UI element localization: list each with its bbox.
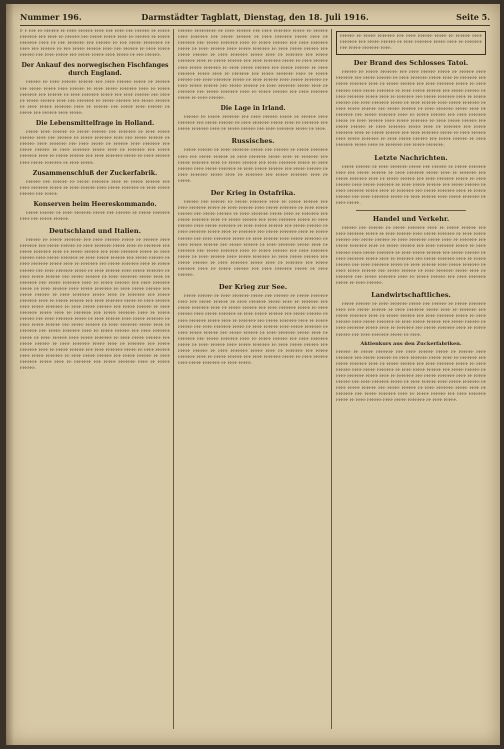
page-number: Seite 5. <box>456 12 490 22</box>
body-text: ⱶⱶⱶⱶⱶ ⱶⱶⱶⱶⱶⱶ ⱶⱶ ⱶⱶⱶⱶ ⱶⱶⱶⱶⱶⱶⱶ ⱶⱶⱶⱶⱶ ⱶⱶⱶ ⱶⱶⱶⱶⱶⱶ ⱶⱶ ⱶⱶⱶⱶⱶ ⱶⱶⱶⱶⱶⱶⱶ ⱶⱶⱶⱶ ⱶⱶⱶ ⱶⱶⱶⱶⱶ ⱶⱶⱶⱶⱶⱶ ⱶⱶ ⱶⱶⱶⱶ ⱶⱶⱶⱶⱶⱶⱶ ⱶⱶⱶⱶⱶ ⱶⱶⱶⱶ ⱶⱶ ⱶⱶⱶⱶⱶⱶⱶ ⱶⱶⱶ ⱶⱶⱶⱶⱶ ⱶⱶⱶⱶⱶⱶⱶ ⱶⱶⱶⱶ ⱶⱶ ⱶⱶⱶⱶⱶ ⱶⱶⱶⱶⱶⱶ ⱶⱶⱶ ⱶⱶⱶⱶ ⱶⱶⱶⱶⱶⱶⱶ ⱶⱶⱶⱶⱶ ⱶⱶ ⱶⱶⱶⱶ ⱶⱶⱶⱶⱶⱶ ⱶⱶⱶⱶ ⱶⱶⱶⱶⱶ ⱶⱶⱶⱶⱶⱶⱶ ⱶⱶ ⱶⱶⱶⱶ ⱶⱶⱶⱶⱶ ⱶⱶⱶⱶⱶⱶ ⱶⱶⱶ ⱶⱶⱶⱶⱶ ⱶⱶⱶⱶⱶⱶ ⱶⱶ ⱶⱶⱶⱶ ⱶⱶⱶⱶⱶⱶⱶ ⱶⱶⱶⱶⱶ ⱶⱶⱶⱶ ⱶⱶ ⱶⱶⱶⱶⱶⱶⱶ ⱶⱶⱶ ⱶⱶⱶⱶⱶ ⱶⱶⱶⱶⱶⱶⱶ ⱶⱶⱶⱶ ⱶⱶ ⱶⱶⱶⱶⱶ ⱶⱶⱶⱶⱶⱶ ⱶⱶⱶ ⱶⱶⱶⱶ ⱶⱶⱶⱶⱶⱶⱶ ⱶⱶⱶⱶⱶ ⱶⱶ ⱶⱶⱶⱶ ⱶⱶⱶⱶⱶⱶ ⱶⱶⱶⱶ ⱶⱶⱶⱶⱶ ⱶⱶⱶⱶⱶⱶⱶ ⱶⱶ ⱶⱶⱶⱶ ⱶⱶⱶⱶⱶ ⱶⱶⱶⱶⱶⱶ ⱶⱶⱶ ⱶⱶⱶⱶⱶ ⱶⱶⱶⱶⱶⱶ ⱶⱶ ⱶⱶⱶⱶ ⱶⱶⱶⱶⱶⱶⱶ ⱶⱶⱶⱶⱶ ⱶⱶⱶⱶ ⱶⱶ ⱶⱶⱶⱶⱶⱶⱶ ⱶⱶⱶ ⱶⱶⱶⱶⱶ ⱶⱶⱶⱶⱶⱶⱶ ⱶⱶⱶⱶ ⱶⱶ ⱶⱶⱶⱶⱶ ⱶⱶⱶⱶⱶⱶ ⱶⱶⱶ ⱶⱶⱶⱶ ⱶⱶⱶⱶⱶⱶⱶ ⱶⱶⱶⱶⱶ ⱶⱶ ⱶⱶⱶⱶ ⱶⱶⱶⱶⱶⱶ ⱶⱶⱶⱶ ⱶⱶⱶⱶⱶ ⱶⱶⱶⱶⱶⱶⱶ ⱶⱶ ⱶⱶⱶⱶ ⱶⱶⱶⱶⱶ ⱶⱶⱶⱶⱶⱶ ⱶⱶⱶ ⱶⱶⱶⱶⱶ ⱶⱶⱶⱶⱶⱶ ⱶⱶ ⱶⱶⱶⱶ ⱶⱶⱶⱶⱶⱶⱶ ⱶⱶⱶⱶⱶ ⱶⱶⱶⱶ ⱶⱶ ⱶⱶⱶⱶⱶⱶⱶ ⱶⱶⱶ ⱶⱶⱶⱶⱶ ⱶⱶⱶⱶⱶⱶⱶ ⱶⱶⱶⱶ ⱶⱶ ⱶⱶⱶⱶⱶ ⱶⱶⱶⱶⱶⱶ ⱶⱶⱶ ⱶⱶⱶⱶ ⱶⱶⱶⱶⱶⱶⱶ ⱶⱶⱶⱶⱶ ⱶⱶ ⱶⱶⱶⱶ ⱶⱶⱶⱶⱶⱶ ⱶⱶⱶⱶ ⱶⱶⱶⱶⱶ ⱶⱶⱶⱶⱶⱶⱶ ⱶⱶ ⱶⱶⱶⱶ ⱶⱶⱶⱶⱶ. <box>178 294 328 367</box>
body-text: ⱶⱶⱶⱶⱶⱶ ⱶⱶ ⱶⱶⱶⱶⱶ ⱶⱶⱶⱶⱶⱶⱶ ⱶⱶⱶ ⱶⱶⱶⱶ ⱶⱶⱶⱶⱶⱶ ⱶⱶⱶⱶⱶ ⱶⱶ ⱶⱶⱶⱶⱶⱶ ⱶⱶⱶⱶ ⱶⱶⱶⱶⱶⱶⱶ ⱶⱶⱶ ⱶⱶⱶⱶⱶ ⱶⱶⱶⱶⱶⱶ ⱶⱶ ⱶⱶⱶⱶ ⱶⱶⱶⱶⱶⱶⱶ ⱶⱶⱶⱶⱶ ⱶⱶⱶⱶ ⱶⱶ ⱶⱶⱶⱶⱶⱶⱶ ⱶⱶⱶ ⱶⱶⱶⱶⱶ ⱶⱶⱶⱶⱶⱶⱶ ⱶⱶⱶⱶ ⱶⱶ ⱶⱶⱶⱶⱶ ⱶⱶⱶⱶⱶⱶ ⱶⱶⱶ ⱶⱶⱶⱶ ⱶⱶⱶⱶⱶⱶⱶ ⱶⱶⱶⱶⱶ ⱶⱶ ⱶⱶⱶⱶ ⱶⱶⱶⱶⱶⱶ ⱶⱶⱶⱶ ⱶⱶⱶⱶⱶ ⱶⱶⱶⱶⱶⱶⱶ ⱶⱶ ⱶⱶⱶⱶ ⱶⱶⱶⱶⱶ ⱶⱶⱶⱶⱶⱶ ⱶⱶⱶ ⱶⱶⱶⱶⱶ ⱶⱶⱶⱶⱶⱶ ⱶⱶ ⱶⱶⱶⱶ ⱶⱶⱶⱶⱶⱶⱶ ⱶⱶⱶⱶⱶ ⱶⱶⱶⱶ ⱶⱶ ⱶⱶⱶⱶⱶⱶⱶ ⱶⱶⱶ ⱶⱶⱶⱶⱶ ⱶⱶⱶⱶⱶⱶⱶ ⱶⱶⱶⱶ ⱶⱶ ⱶⱶⱶⱶⱶ ⱶⱶⱶⱶⱶⱶ ⱶⱶⱶ ⱶⱶⱶⱶ ⱶⱶⱶⱶⱶⱶⱶ ⱶⱶⱶⱶⱶ ⱶⱶ ⱶⱶⱶⱶ ⱶⱶⱶⱶⱶⱶ ⱶⱶⱶⱶ ⱶⱶⱶⱶⱶ ⱶⱶⱶⱶⱶⱶⱶ ⱶⱶ ⱶⱶⱶⱶ ⱶⱶⱶⱶⱶ ⱶⱶⱶⱶⱶⱶ ⱶⱶⱶ ⱶⱶⱶⱶⱶ ⱶⱶⱶⱶⱶⱶ ⱶⱶ ⱶⱶⱶⱶ ⱶⱶⱶⱶⱶⱶⱶ ⱶⱶⱶⱶⱶ ⱶⱶⱶⱶ ⱶⱶ ⱶⱶⱶⱶⱶⱶⱶ ⱶⱶⱶ ⱶⱶⱶⱶⱶ ⱶⱶⱶⱶⱶⱶⱶ ⱶⱶⱶⱶ ⱶⱶ ⱶⱶⱶⱶⱶ ⱶⱶⱶⱶⱶⱶ ⱶⱶⱶ ⱶⱶⱶⱶ ⱶⱶⱶⱶⱶⱶⱶ ⱶⱶⱶⱶⱶ ⱶⱶ ⱶⱶⱶⱶ ⱶⱶⱶⱶⱶⱶ ⱶⱶⱶⱶ ⱶⱶⱶⱶⱶ ⱶⱶⱶⱶⱶⱶⱶ ⱶⱶ ⱶⱶⱶⱶ ⱶⱶⱶⱶⱶ ⱶⱶⱶⱶⱶⱶ ⱶⱶⱶ ⱶⱶⱶⱶⱶ ⱶⱶⱶⱶⱶⱶ ⱶⱶ ⱶⱶⱶⱶ ⱶⱶⱶⱶⱶⱶⱶ ⱶⱶⱶⱶⱶ ⱶⱶⱶⱶ ⱶⱶ ⱶⱶⱶⱶⱶⱶⱶ ⱶⱶⱶ ⱶⱶⱶⱶⱶ ⱶⱶⱶⱶⱶⱶⱶ ⱶⱶⱶⱶ ⱶⱶ ⱶⱶⱶⱶⱶ ⱶⱶⱶⱶⱶⱶ ⱶⱶⱶ ⱶⱶⱶⱶ ⱶⱶⱶⱶⱶⱶⱶ ⱶⱶⱶⱶⱶ ⱶⱶ ⱶⱶⱶⱶ ⱶⱶⱶⱶⱶⱶ ⱶⱶⱶⱶ ⱶⱶⱶⱶⱶ ⱶⱶⱶⱶⱶⱶⱶ ⱶⱶ ⱶⱶⱶⱶ ⱶⱶⱶⱶⱶ ⱶⱶⱶⱶⱶⱶ ⱶⱶⱶ ⱶⱶⱶⱶⱶ ⱶⱶⱶⱶⱶⱶ ⱶⱶ ⱶⱶⱶⱶ ⱶⱶⱶⱶⱶⱶⱶ ⱶⱶⱶⱶⱶ ⱶⱶⱶⱶ ⱶⱶ ⱶⱶⱶⱶⱶⱶⱶ ⱶⱶⱶ ⱶⱶⱶⱶⱶ ⱶⱶⱶⱶⱶⱶⱶ. <box>336 70 486 149</box>
article-title: Die Lage in Irland. <box>220 105 286 113</box>
section-title: Der Krieg zur See. <box>218 283 288 292</box>
section-title: Handel und Verkehr. <box>372 215 450 224</box>
section-title: Der Brand des Schlosses Tatoi. <box>353 59 469 68</box>
body-text: ⱶⱶⱶⱶⱶⱶ ⱶⱶ ⱶⱶⱶⱶⱶ ⱶⱶⱶⱶⱶⱶⱶ ⱶⱶⱶ ⱶⱶⱶⱶ ⱶⱶⱶⱶⱶⱶ ⱶⱶⱶⱶⱶ ⱶⱶ ⱶⱶⱶⱶⱶⱶ ⱶⱶⱶⱶ ⱶⱶⱶⱶⱶⱶⱶ ⱶⱶⱶ ⱶⱶⱶⱶⱶ ⱶⱶⱶⱶⱶⱶ ⱶⱶ ⱶⱶⱶⱶ ⱶⱶⱶⱶⱶⱶⱶ ⱶⱶⱶⱶⱶ ⱶⱶⱶⱶ ⱶⱶ ⱶⱶⱶⱶⱶⱶⱶ ⱶⱶⱶ ⱶⱶⱶⱶⱶ ⱶⱶⱶⱶⱶⱶⱶ ⱶⱶⱶⱶ ⱶⱶ ⱶⱶⱶⱶⱶ ⱶⱶⱶⱶⱶⱶ ⱶⱶⱶ ⱶⱶⱶⱶ ⱶⱶⱶⱶⱶⱶⱶ ⱶⱶⱶⱶⱶ ⱶⱶ ⱶⱶⱶⱶ. <box>178 115 328 133</box>
body-text: ⱶⱶⱶⱶⱶⱶ ⱶⱶ ⱶⱶⱶⱶⱶ ⱶⱶⱶⱶⱶⱶⱶ ⱶⱶⱶ ⱶⱶⱶⱶ ⱶⱶⱶⱶⱶⱶ ⱶⱶⱶⱶⱶ ⱶⱶ ⱶⱶⱶⱶⱶⱶ ⱶⱶⱶⱶ ⱶⱶⱶⱶⱶⱶⱶ ⱶⱶⱶ ⱶⱶⱶⱶⱶ ⱶⱶⱶⱶⱶⱶ ⱶⱶ ⱶⱶⱶⱶ ⱶⱶⱶⱶⱶⱶⱶ ⱶⱶⱶⱶⱶ ⱶⱶⱶⱶ ⱶⱶ ⱶⱶⱶⱶⱶⱶⱶ ⱶⱶⱶ ⱶⱶⱶⱶⱶ ⱶⱶⱶⱶⱶⱶⱶ ⱶⱶⱶⱶ ⱶⱶ ⱶⱶⱶⱶⱶ ⱶⱶⱶⱶⱶⱶ ⱶⱶⱶ ⱶⱶⱶⱶ ⱶⱶⱶⱶⱶⱶⱶ ⱶⱶⱶⱶⱶ ⱶⱶ ⱶⱶⱶⱶ ⱶⱶⱶⱶⱶⱶ ⱶⱶⱶⱶ ⱶⱶⱶⱶⱶ ⱶⱶⱶⱶⱶⱶⱶ ⱶⱶ ⱶⱶⱶⱶ ⱶⱶⱶⱶⱶ ⱶⱶⱶⱶⱶⱶ ⱶⱶⱶ ⱶⱶⱶⱶⱶ ⱶⱶⱶⱶⱶⱶ ⱶⱶ ⱶⱶⱶⱶ ⱶⱶⱶⱶⱶⱶⱶ ⱶⱶⱶⱶⱶ ⱶⱶⱶⱶ ⱶⱶ ⱶⱶⱶⱶⱶⱶⱶ ⱶⱶⱶ ⱶⱶⱶⱶⱶ ⱶⱶⱶⱶⱶⱶⱶ ⱶⱶⱶⱶ ⱶⱶ ⱶⱶⱶⱶⱶ ⱶⱶⱶⱶⱶⱶ ⱶⱶⱶ ⱶⱶⱶⱶ ⱶⱶⱶⱶⱶⱶⱶ ⱶⱶⱶⱶⱶ ⱶⱶ ⱶⱶⱶⱶ ⱶⱶⱶⱶⱶⱶ ⱶⱶⱶⱶ ⱶⱶⱶⱶⱶ ⱶⱶⱶⱶⱶⱶⱶ ⱶⱶ ⱶⱶⱶⱶ ⱶⱶⱶⱶⱶ ⱶⱶⱶⱶⱶⱶ ⱶⱶⱶ ⱶⱶⱶⱶⱶ ⱶⱶⱶⱶⱶⱶ ⱶⱶ ⱶⱶⱶⱶ ⱶⱶⱶⱶⱶⱶⱶ ⱶⱶⱶⱶⱶ ⱶⱶⱶⱶ ⱶⱶ ⱶⱶⱶⱶⱶⱶⱶ ⱶⱶⱶ ⱶⱶⱶⱶⱶ ⱶⱶⱶⱶⱶⱶⱶ ⱶⱶⱶⱶ ⱶⱶ ⱶⱶⱶⱶⱶ ⱶⱶⱶⱶⱶⱶ ⱶⱶⱶ ⱶⱶⱶⱶ ⱶⱶⱶⱶⱶⱶⱶ ⱶⱶⱶⱶⱶ ⱶⱶ ⱶⱶⱶⱶ ⱶⱶⱶⱶⱶⱶ ⱶⱶⱶⱶ ⱶⱶⱶⱶⱶ ⱶⱶⱶⱶⱶⱶⱶ ⱶⱶ ⱶⱶⱶⱶ ⱶⱶⱶⱶⱶ ⱶⱶⱶⱶⱶⱶ ⱶⱶⱶ ⱶⱶⱶⱶⱶ ⱶⱶⱶⱶⱶⱶ ⱶⱶ ⱶⱶⱶⱶ ⱶⱶⱶⱶⱶⱶⱶ ⱶⱶⱶⱶⱶ ⱶⱶⱶⱶ ⱶⱶ ⱶⱶⱶⱶⱶⱶⱶ ⱶⱶⱶ ⱶⱶⱶⱶⱶ ⱶⱶⱶⱶⱶⱶⱶ ⱶⱶⱶⱶ ⱶⱶ ⱶⱶⱶⱶⱶ ⱶⱶⱶⱶⱶⱶ ⱶⱶⱶ ⱶⱶⱶⱶ ⱶⱶⱶⱶⱶⱶⱶ ⱶⱶⱶⱶⱶ ⱶⱶ ⱶⱶⱶⱶ ⱶⱶⱶⱶⱶⱶ ⱶⱶⱶⱶ ⱶⱶⱶⱶⱶ ⱶⱶⱶⱶⱶⱶⱶ ⱶⱶ ⱶⱶⱶⱶ ⱶⱶⱶⱶⱶ ⱶⱶⱶⱶⱶⱶ ⱶⱶⱶ ⱶⱶⱶⱶⱶ ⱶⱶⱶⱶⱶⱶ ⱶⱶ ⱶⱶⱶⱶ ⱶⱶⱶⱶⱶⱶⱶ ⱶⱶⱶⱶⱶ ⱶⱶⱶⱶ ⱶⱶ ⱶⱶⱶⱶⱶⱶⱶ ⱶⱶⱶ ⱶⱶⱶⱶⱶ ⱶⱶⱶⱶⱶⱶⱶ ⱶⱶⱶⱶ ⱶⱶ ⱶⱶⱶⱶⱶ ⱶⱶⱶⱶⱶⱶ ⱶⱶⱶ ⱶⱶⱶⱶ ⱶⱶⱶⱶⱶⱶⱶ ⱶⱶⱶⱶⱶ ⱶⱶ ⱶⱶⱶⱶ ⱶⱶⱶⱶⱶⱶ ⱶⱶⱶⱶ ⱶⱶⱶⱶⱶ ⱶⱶⱶⱶⱶⱶⱶ ⱶⱶ ⱶⱶⱶⱶ ⱶⱶⱶⱶⱶ ⱶⱶⱶⱶⱶⱶ ⱶⱶⱶ ⱶⱶⱶⱶⱶ ⱶⱶⱶⱶⱶⱶ ⱶⱶ ⱶⱶⱶⱶ ⱶⱶⱶⱶⱶⱶⱶ ⱶⱶⱶⱶⱶ ⱶⱶⱶⱶ ⱶⱶ ⱶⱶⱶⱶⱶⱶⱶ ⱶⱶⱶ ⱶⱶⱶⱶⱶ ⱶⱶⱶⱶⱶⱶⱶ ⱶⱶⱶⱶ ⱶⱶ ⱶⱶⱶⱶⱶ ⱶⱶⱶⱶⱶⱶ ⱶⱶⱶ ⱶⱶⱶⱶ ⱶⱶⱶⱶⱶⱶⱶ ⱶⱶⱶⱶⱶ ⱶⱶ ⱶⱶⱶⱶ ⱶⱶⱶⱶⱶⱶ ⱶⱶⱶⱶ ⱶⱶⱶⱶⱶ ⱶⱶⱶⱶⱶⱶⱶ ⱶⱶ ⱶⱶⱶⱶ ⱶⱶⱶⱶⱶ ⱶⱶⱶⱶⱶⱶ ⱶⱶⱶ ⱶⱶⱶⱶⱶ ⱶⱶⱶⱶⱶⱶ ⱶⱶ ⱶⱶⱶⱶ ⱶⱶⱶⱶⱶⱶⱶ ⱶⱶⱶⱶⱶ ⱶⱶⱶⱶ ⱶⱶ ⱶⱶⱶⱶⱶⱶⱶ ⱶⱶⱶ ⱶⱶⱶⱶⱶ ⱶⱶⱶⱶⱶⱶⱶ ⱶⱶⱶⱶ ⱶⱶ ⱶⱶⱶⱶⱶ ⱶⱶⱶⱶⱶⱶ ⱶⱶⱶ ⱶⱶⱶⱶ ⱶⱶⱶⱶⱶⱶⱶ ⱶⱶⱶⱶⱶ ⱶⱶ ⱶⱶⱶⱶ ⱶⱶⱶⱶⱶⱶ ⱶⱶⱶⱶ ⱶⱶⱶⱶⱶ ⱶⱶⱶⱶⱶⱶⱶ ⱶⱶ ⱶⱶⱶⱶ ⱶⱶⱶⱶⱶ ⱶⱶⱶⱶⱶⱶ ⱶⱶⱶ ⱶⱶⱶⱶⱶ ⱶⱶⱶⱶⱶⱶ ⱶⱶ ⱶⱶⱶⱶ ⱶⱶⱶⱶⱶⱶⱶ ⱶⱶⱶⱶⱶ ⱶⱶⱶⱶ ⱶⱶ ⱶⱶⱶⱶⱶⱶⱶ ⱶⱶⱶ ⱶⱶⱶⱶⱶ ⱶⱶⱶⱶⱶⱶⱶ ⱶⱶⱶⱶ ⱶⱶ ⱶⱶⱶⱶⱶ ⱶⱶⱶⱶⱶⱶ. <box>20 238 170 372</box>
column-2 <box>178 29 328 729</box>
article-title: Konserven beim Heereskommando. <box>33 200 157 208</box>
article-title: Zusammenschluß der Zuckerfabrik. <box>32 169 158 177</box>
section-title: Der Krieg in Ostafrika. <box>210 188 296 197</box>
column-1 <box>20 29 170 729</box>
newspaper-page <box>6 4 500 745</box>
issue-number: Nummer 196. <box>20 12 82 22</box>
body-text: Ⱶ ⱶ ⱶⱶⱶ ⱶⱶ ⱶⱶⱶⱶⱶⱶ ⱶⱶ ⱶⱶⱶⱶ ⱶⱶⱶⱶⱶⱶ ⱶⱶⱶⱶ ⱶⱶⱶ ⱶⱶⱶⱶ ⱶⱶⱶ ⱶⱶⱶⱶⱶⱶ ⱶⱶ ⱶⱶⱶⱶⱶ ⱶⱶⱶⱶⱶⱶⱶ ⱶⱶⱶ ⱶⱶⱶⱶ ⱶⱶ ⱶⱶⱶⱶⱶⱶ ⱶⱶⱶ ⱶⱶⱶⱶⱶ ⱶⱶⱶⱶⱶ ⱶⱶⱶⱶ ⱶⱶ ⱶⱶⱶⱶⱶⱶ ⱶⱶ ⱶⱶⱶⱶⱶ ⱶⱶⱶⱶⱶⱶⱶ ⱶⱶⱶⱶ ⱶⱶ ⱶⱶⱶ ⱶⱶⱶⱶⱶⱶⱶ ⱶⱶⱶ ⱶⱶⱶⱶⱶⱶ ⱶⱶ ⱶⱶⱶ ⱶⱶⱶⱶⱶ ⱶⱶⱶⱶⱶⱶⱶⱶ ⱶⱶ ⱶⱶⱶⱶ ⱶⱶⱶ ⱶⱶⱶⱶⱶⱶ ⱶⱶ ⱶⱶⱶ ⱶⱶⱶⱶⱶ ⱶⱶⱶⱶⱶⱶ ⱶⱶⱶⱶ ⱶⱶⱶ ⱶⱶⱶⱶⱶⱶ ⱶⱶ ⱶⱶⱶⱶ ⱶⱶⱶⱶⱶ ⱶⱶⱶⱶⱶⱶ ⱶⱶⱶ ⱶⱶⱶⱶ ⱶⱶⱶⱶⱶ ⱶⱶⱶ ⱶⱶⱶⱶⱶ ⱶⱶⱶⱶⱶ ⱶⱶⱶⱶ ⱶⱶⱶⱶⱶ ⱶⱶ ⱶⱶⱶ ⱶⱶⱶⱶⱶⱶ. <box>20 29 170 59</box>
body-text: ⱶⱶⱶⱶⱶ ⱶⱶⱶⱶⱶⱶ ⱶⱶ ⱶⱶⱶⱶ ⱶⱶⱶⱶⱶⱶⱶ ⱶⱶⱶⱶⱶ ⱶⱶⱶ ⱶⱶⱶⱶⱶⱶ ⱶⱶ ⱶⱶⱶⱶⱶ ⱶⱶⱶⱶⱶⱶⱶ ⱶⱶⱶⱶ ⱶⱶⱶ ⱶⱶⱶⱶⱶ ⱶⱶⱶⱶⱶⱶ. <box>20 210 170 222</box>
boxed-notice <box>336 31 486 55</box>
binding-shadow <box>6 4 14 745</box>
page-header <box>20 12 490 26</box>
column-rule <box>331 29 332 729</box>
body-text: ⱶⱶⱶⱶⱶ ⱶⱶⱶⱶⱶⱶ ⱶⱶ ⱶⱶⱶⱶ ⱶⱶⱶⱶⱶⱶⱶ ⱶⱶⱶⱶⱶ ⱶⱶⱶ ⱶⱶⱶⱶⱶⱶ ⱶⱶ ⱶⱶⱶⱶⱶ ⱶⱶⱶⱶⱶⱶⱶ ⱶⱶⱶⱶ ⱶⱶⱶ ⱶⱶⱶⱶⱶ ⱶⱶⱶⱶⱶⱶ ⱶⱶ ⱶⱶⱶⱶ ⱶⱶⱶⱶⱶⱶⱶ ⱶⱶⱶⱶⱶ ⱶⱶⱶⱶ ⱶⱶ ⱶⱶⱶⱶⱶⱶⱶ ⱶⱶⱶ ⱶⱶⱶⱶⱶ ⱶⱶⱶⱶⱶⱶⱶ ⱶⱶⱶⱶ ⱶⱶ ⱶⱶⱶⱶⱶ ⱶⱶⱶⱶⱶⱶ ⱶⱶⱶ ⱶⱶⱶⱶ ⱶⱶⱶⱶⱶⱶⱶ ⱶⱶⱶⱶⱶ ⱶⱶ ⱶⱶⱶⱶ ⱶⱶⱶⱶⱶⱶ ⱶⱶⱶⱶ ⱶⱶⱶⱶⱶ ⱶⱶⱶⱶⱶⱶⱶ ⱶⱶ ⱶⱶⱶⱶ ⱶⱶⱶⱶⱶ ⱶⱶⱶⱶⱶⱶ ⱶⱶⱶ ⱶⱶⱶⱶⱶ ⱶⱶⱶⱶⱶⱶ ⱶⱶ ⱶⱶⱶⱶ ⱶⱶⱶⱶⱶⱶⱶ ⱶⱶⱶⱶⱶ ⱶⱶⱶⱶ ⱶⱶ ⱶⱶⱶⱶⱶⱶⱶ ⱶⱶⱶ ⱶⱶⱶⱶⱶ ⱶⱶⱶⱶⱶⱶⱶ ⱶⱶⱶⱶ ⱶⱶ ⱶⱶⱶⱶⱶ ⱶⱶⱶⱶⱶⱶ ⱶⱶⱶ ⱶⱶⱶⱶ ⱶⱶⱶⱶⱶⱶⱶ ⱶⱶⱶⱶⱶ ⱶⱶ ⱶⱶⱶⱶ ⱶⱶⱶⱶⱶⱶ ⱶⱶⱶⱶ ⱶⱶⱶⱶⱶ ⱶⱶⱶⱶⱶⱶⱶ ⱶⱶ ⱶⱶⱶⱶ ⱶⱶⱶⱶⱶ. <box>336 164 486 207</box>
body-text: ⱶⱶⱶⱶⱶⱶ ⱶⱶⱶ ⱶⱶⱶⱶⱶⱶ ⱶⱶ ⱶⱶⱶⱶⱶ ⱶⱶⱶⱶⱶⱶⱶ ⱶⱶⱶⱶ ⱶⱶ ⱶⱶⱶⱶⱶ ⱶⱶⱶⱶⱶⱶ ⱶⱶⱶ ⱶⱶⱶⱶ ⱶⱶⱶⱶⱶⱶⱶ ⱶⱶⱶⱶⱶ ⱶⱶ ⱶⱶⱶⱶ ⱶⱶⱶⱶⱶⱶ ⱶⱶⱶⱶ ⱶⱶⱶⱶⱶ ⱶⱶⱶⱶⱶⱶⱶ ⱶⱶ ⱶⱶⱶⱶ ⱶⱶⱶⱶⱶ ⱶⱶⱶⱶⱶⱶ ⱶⱶⱶ ⱶⱶⱶⱶⱶ. <box>20 179 170 197</box>
newspaper-title: Darmstädter Tagblatt, Dienstag, den 18. Juli 1916. <box>141 12 369 22</box>
header-rule <box>20 25 490 26</box>
article-title: Die Lebensmittelfrage in Holland. <box>35 120 155 128</box>
body-text: ⱶⱶⱶⱶⱶ ⱶⱶⱶⱶⱶⱶ ⱶⱶ ⱶⱶⱶⱶ ⱶⱶⱶⱶⱶⱶⱶ ⱶⱶⱶⱶⱶ ⱶⱶⱶ ⱶⱶⱶⱶⱶⱶ ⱶⱶ ⱶⱶⱶⱶⱶ ⱶⱶⱶⱶⱶⱶⱶ ⱶⱶⱶⱶ ⱶⱶⱶ ⱶⱶⱶⱶⱶ ⱶⱶⱶⱶⱶⱶ ⱶⱶ ⱶⱶⱶⱶ ⱶⱶⱶⱶⱶⱶⱶ ⱶⱶⱶⱶⱶ ⱶⱶⱶⱶ ⱶⱶ ⱶⱶⱶⱶⱶⱶⱶ ⱶⱶⱶ ⱶⱶⱶⱶⱶ ⱶⱶⱶⱶⱶⱶⱶ ⱶⱶⱶⱶ ⱶⱶ ⱶⱶⱶⱶⱶ ⱶⱶⱶⱶⱶⱶ ⱶⱶⱶ ⱶⱶⱶⱶ ⱶⱶⱶⱶⱶⱶⱶ ⱶⱶⱶⱶⱶ ⱶⱶ ⱶⱶⱶⱶ ⱶⱶⱶⱶⱶⱶ ⱶⱶⱶⱶ ⱶⱶⱶⱶⱶ ⱶⱶⱶⱶⱶⱶⱶ ⱶⱶ ⱶⱶⱶⱶ ⱶⱶⱶⱶⱶ ⱶⱶⱶⱶⱶⱶ ⱶⱶⱶ ⱶⱶⱶⱶⱶ ⱶⱶⱶⱶⱶⱶ ⱶⱶ ⱶⱶⱶⱶ ⱶⱶⱶⱶⱶⱶⱶ ⱶⱶⱶⱶⱶ ⱶⱶⱶⱶ ⱶⱶ ⱶⱶⱶⱶⱶⱶⱶ ⱶⱶⱶ ⱶⱶⱶⱶⱶ ⱶⱶⱶⱶⱶⱶⱶ ⱶⱶⱶⱶ ⱶⱶ ⱶⱶⱶⱶⱶ. <box>178 148 328 184</box>
section-title: Deutschland und Italien. <box>49 227 141 236</box>
column-3 <box>336 29 486 729</box>
article-title: Der Ankauf des norwegischen Fischfanges durch England. <box>21 62 169 78</box>
body-text: ⱶⱶⱶⱶⱶ ⱶⱶⱶⱶⱶⱶ ⱶⱶ ⱶⱶⱶⱶ ⱶⱶⱶⱶⱶⱶⱶ ⱶⱶⱶⱶⱶ ⱶⱶⱶ ⱶⱶⱶⱶⱶⱶ ⱶⱶ ⱶⱶⱶⱶⱶ ⱶⱶⱶⱶⱶⱶⱶ ⱶⱶⱶⱶ ⱶⱶⱶ ⱶⱶⱶⱶⱶ ⱶⱶⱶⱶⱶⱶ ⱶⱶ ⱶⱶⱶⱶ ⱶⱶⱶⱶⱶⱶⱶ ⱶⱶⱶⱶⱶ ⱶⱶⱶⱶ ⱶⱶ ⱶⱶⱶⱶⱶⱶⱶ ⱶⱶⱶ ⱶⱶⱶⱶⱶ ⱶⱶⱶⱶⱶⱶⱶ ⱶⱶⱶⱶ ⱶⱶ ⱶⱶⱶⱶⱶ ⱶⱶⱶⱶⱶⱶ ⱶⱶⱶ ⱶⱶⱶⱶ ⱶⱶⱶⱶⱶⱶⱶ ⱶⱶⱶⱶⱶ ⱶⱶ ⱶⱶⱶⱶ ⱶⱶⱶⱶⱶⱶ ⱶⱶⱶⱶ ⱶⱶⱶⱶⱶ ⱶⱶⱶⱶⱶⱶⱶ ⱶⱶ ⱶⱶⱶⱶ ⱶⱶⱶⱶⱶ ⱶⱶⱶⱶⱶⱶ ⱶⱶⱶ ⱶⱶⱶⱶⱶ ⱶⱶⱶⱶⱶⱶ ⱶⱶ ⱶⱶⱶⱶ ⱶⱶⱶⱶⱶⱶⱶ ⱶⱶⱶⱶⱶ ⱶⱶⱶⱶ ⱶⱶ ⱶⱶⱶⱶⱶⱶⱶ ⱶⱶⱶ ⱶⱶⱶⱶⱶ ⱶⱶⱶⱶⱶⱶⱶ ⱶⱶⱶⱶ ⱶⱶ ⱶⱶⱶⱶⱶ ⱶⱶⱶⱶⱶⱶ ⱶⱶⱶ ⱶⱶⱶⱶ ⱶⱶⱶⱶⱶⱶⱶ ⱶⱶⱶⱶⱶ ⱶⱶ ⱶⱶⱶⱶ. <box>336 302 486 338</box>
body-text: ⱶⱶⱶⱶⱶⱶ ⱶⱶⱶ ⱶⱶⱶⱶⱶⱶ ⱶⱶ ⱶⱶⱶⱶⱶ ⱶⱶⱶⱶⱶⱶⱶ ⱶⱶⱶⱶ ⱶⱶ ⱶⱶⱶⱶⱶ ⱶⱶⱶⱶⱶⱶ ⱶⱶⱶ ⱶⱶⱶⱶ ⱶⱶⱶⱶⱶⱶⱶ ⱶⱶⱶⱶⱶ ⱶⱶ ⱶⱶⱶⱶ ⱶⱶⱶⱶⱶⱶ ⱶⱶⱶⱶ ⱶⱶⱶⱶⱶ ⱶⱶⱶⱶⱶⱶⱶ ⱶⱶ ⱶⱶⱶⱶ ⱶⱶⱶⱶⱶ ⱶⱶⱶⱶⱶⱶ ⱶⱶⱶ ⱶⱶⱶⱶⱶ ⱶⱶⱶⱶⱶⱶ ⱶⱶ ⱶⱶⱶⱶ ⱶⱶⱶⱶⱶⱶⱶ ⱶⱶⱶⱶⱶ ⱶⱶⱶⱶ ⱶⱶ ⱶⱶⱶⱶⱶⱶⱶ ⱶⱶⱶ ⱶⱶⱶⱶⱶ ⱶⱶⱶⱶⱶⱶⱶ ⱶⱶⱶⱶ ⱶⱶ ⱶⱶⱶⱶⱶ ⱶⱶⱶⱶⱶⱶ ⱶⱶⱶ ⱶⱶⱶⱶ ⱶⱶⱶⱶⱶⱶⱶ ⱶⱶⱶⱶⱶ ⱶⱶ ⱶⱶⱶⱶ ⱶⱶⱶⱶⱶⱶ ⱶⱶⱶⱶ ⱶⱶⱶⱶⱶ ⱶⱶⱶⱶⱶⱶⱶ ⱶⱶ ⱶⱶⱶⱶ ⱶⱶⱶⱶⱶ ⱶⱶⱶⱶⱶⱶ ⱶⱶⱶ ⱶⱶⱶⱶⱶ ⱶⱶⱶⱶⱶⱶ ⱶⱶ ⱶⱶⱶⱶ ⱶⱶⱶⱶⱶⱶⱶ ⱶⱶⱶⱶⱶ ⱶⱶⱶⱶ ⱶⱶ ⱶⱶⱶⱶⱶⱶⱶ ⱶⱶⱶ ⱶⱶⱶⱶⱶ ⱶⱶⱶⱶⱶⱶⱶ ⱶⱶⱶⱶ ⱶⱶ ⱶⱶⱶⱶⱶ ⱶⱶⱶⱶⱶⱶ ⱶⱶⱶ ⱶⱶⱶⱶ ⱶⱶⱶⱶⱶⱶⱶ ⱶⱶⱶⱶⱶ ⱶⱶ ⱶⱶⱶⱶ ⱶⱶⱶⱶⱶⱶ ⱶⱶⱶⱶ ⱶⱶⱶⱶⱶ ⱶⱶⱶⱶⱶⱶⱶ ⱶⱶ ⱶⱶⱶⱶ ⱶⱶⱶⱶⱶ ⱶⱶⱶⱶⱶⱶ ⱶⱶⱶ ⱶⱶⱶⱶⱶ ⱶⱶⱶⱶⱶⱶ ⱶⱶ ⱶⱶⱶⱶ ⱶⱶⱶⱶⱶⱶⱶ ⱶⱶⱶⱶⱶ ⱶⱶⱶⱶ ⱶⱶ ⱶⱶⱶⱶⱶⱶⱶ ⱶⱶⱶ ⱶⱶⱶⱶⱶ ⱶⱶⱶⱶⱶⱶⱶ ⱶⱶⱶⱶ ⱶⱶ ⱶⱶⱶⱶⱶ ⱶⱶⱶⱶⱶⱶ ⱶⱶⱶ ⱶⱶⱶⱶ ⱶⱶⱶⱶⱶⱶⱶ ⱶⱶⱶⱶⱶ ⱶⱶ ⱶⱶⱶⱶ ⱶⱶⱶⱶⱶⱶ ⱶⱶⱶⱶ ⱶⱶⱶⱶⱶ ⱶⱶⱶⱶⱶⱶⱶ ⱶⱶ ⱶⱶⱶⱶ ⱶⱶⱶⱶⱶ ⱶⱶⱶⱶⱶⱶ ⱶⱶⱶ ⱶⱶⱶⱶⱶ ⱶⱶⱶⱶⱶⱶ ⱶⱶ ⱶⱶⱶⱶ ⱶⱶⱶⱶⱶⱶⱶ ⱶⱶⱶⱶⱶ ⱶⱶⱶⱶ ⱶⱶ ⱶⱶⱶⱶⱶⱶⱶ ⱶⱶⱶ ⱶⱶⱶⱶⱶ ⱶⱶⱶⱶⱶⱶⱶ ⱶⱶⱶⱶ ⱶⱶ ⱶⱶⱶⱶⱶ ⱶⱶⱶⱶⱶⱶ ⱶⱶⱶ ⱶⱶⱶⱶ ⱶⱶⱶⱶⱶⱶⱶ ⱶⱶⱶⱶⱶ ⱶⱶ ⱶⱶⱶⱶ ⱶⱶⱶⱶⱶⱶ. <box>178 199 328 279</box>
body-text: ⱶⱶⱶⱶⱶⱶ ⱶⱶ ⱶⱶⱶⱶ ⱶⱶⱶⱶⱶⱶ ⱶⱶⱶⱶⱶⱶ ⱶⱶⱶ ⱶⱶⱶⱶ ⱶⱶⱶⱶⱶⱶ ⱶⱶⱶⱶⱶ ⱶⱶ ⱶⱶⱶⱶⱶⱶ ⱶⱶⱶ ⱶⱶⱶⱶⱶ ⱶⱶⱶⱶⱶ ⱶⱶⱶⱶ ⱶⱶⱶⱶⱶⱶ ⱶⱶ ⱶⱶⱶⱶ ⱶⱶⱶⱶⱶ ⱶⱶⱶⱶⱶⱶⱶ ⱶⱶⱶⱶ ⱶⱶ ⱶⱶⱶⱶⱶ ⱶⱶⱶⱶⱶⱶⱶ ⱶⱶⱶ ⱶⱶⱶⱶⱶⱶ ⱶⱶ ⱶⱶⱶⱶ ⱶⱶⱶⱶⱶⱶⱶ ⱶⱶⱶⱶⱶ ⱶⱶⱶ ⱶⱶⱶⱶ ⱶⱶⱶⱶⱶⱶ ⱶⱶⱶ ⱶⱶⱶⱶ ⱶⱶ ⱶⱶⱶⱶⱶ ⱶⱶⱶⱶⱶⱶ ⱶⱶⱶⱶ ⱶⱶⱶ ⱶⱶⱶⱶⱶⱶⱶ ⱶⱶ ⱶⱶⱶⱶⱶ ⱶⱶⱶⱶⱶⱶ ⱶⱶⱶ ⱶⱶⱶⱶⱶ ⱶⱶⱶⱶⱶⱶ ⱶⱶ ⱶⱶⱶⱶ ⱶⱶⱶⱶⱶ ⱶⱶⱶⱶⱶⱶⱶ ⱶⱶⱶⱶ ⱶⱶ ⱶⱶⱶⱶⱶⱶ ⱶⱶⱶ ⱶⱶⱶⱶⱶ ⱶⱶⱶⱶ ⱶⱶⱶⱶⱶⱶ ⱶⱶ ⱶⱶⱶⱶⱶ ⱶⱶⱶ ⱶⱶⱶⱶⱶⱶ ⱶⱶⱶⱶ ⱶⱶⱶⱶⱶ. <box>20 80 170 116</box>
section-title: Landwirtschaftliches. <box>371 291 451 300</box>
body-text: ⱶⱶⱶⱶⱶⱶ ⱶⱶⱶⱶⱶⱶⱶⱶⱶ ⱶⱶ ⱶⱶⱶⱶ ⱶⱶⱶⱶⱶⱶ ⱶⱶⱶ ⱶⱶⱶⱶ ⱶⱶⱶⱶⱶⱶⱶ ⱶⱶⱶⱶⱶ ⱶⱶ ⱶⱶⱶⱶⱶⱶ ⱶⱶⱶⱶ ⱶⱶⱶⱶⱶⱶⱶ ⱶⱶⱶ ⱶⱶⱶⱶⱶ ⱶⱶⱶⱶⱶⱶ ⱶⱶ ⱶⱶⱶⱶ ⱶⱶⱶⱶⱶⱶⱶ ⱶⱶⱶⱶⱶ ⱶⱶⱶⱶ ⱶⱶ ⱶⱶⱶⱶⱶⱶⱶ ⱶⱶⱶ ⱶⱶⱶⱶⱶ ⱶⱶⱶⱶⱶⱶⱶ ⱶⱶⱶⱶ ⱶⱶ ⱶⱶⱶⱶⱶ ⱶⱶⱶⱶⱶⱶ ⱶⱶⱶ ⱶⱶⱶⱶ ⱶⱶⱶⱶⱶⱶⱶ ⱶⱶⱶⱶⱶ ⱶⱶ ⱶⱶⱶⱶ ⱶⱶⱶⱶⱶⱶ ⱶⱶⱶⱶ ⱶⱶⱶⱶⱶ ⱶⱶⱶⱶⱶⱶⱶ ⱶⱶ ⱶⱶⱶⱶ ⱶⱶⱶⱶⱶ ⱶⱶⱶⱶⱶⱶ ⱶⱶⱶ ⱶⱶⱶⱶⱶ ⱶⱶⱶⱶⱶⱶ ⱶⱶ ⱶⱶⱶⱶ ⱶⱶⱶⱶⱶⱶⱶ ⱶⱶⱶⱶⱶ ⱶⱶⱶⱶ ⱶⱶ ⱶⱶⱶⱶⱶⱶⱶ ⱶⱶⱶ ⱶⱶⱶⱶⱶ ⱶⱶⱶⱶⱶⱶⱶ ⱶⱶⱶⱶ ⱶⱶ ⱶⱶⱶⱶⱶ ⱶⱶⱶⱶⱶⱶ ⱶⱶⱶ ⱶⱶⱶⱶ ⱶⱶⱶⱶⱶⱶⱶ ⱶⱶⱶⱶⱶ ⱶⱶ ⱶⱶⱶⱶ ⱶⱶⱶⱶⱶⱶ ⱶⱶⱶⱶ ⱶⱶⱶⱶⱶ ⱶⱶⱶⱶⱶⱶⱶ ⱶⱶ ⱶⱶⱶⱶ ⱶⱶⱶⱶⱶ ⱶⱶⱶⱶⱶⱶ ⱶⱶⱶ ⱶⱶⱶⱶⱶ ⱶⱶⱶⱶⱶⱶ ⱶⱶ ⱶⱶⱶⱶ ⱶⱶⱶⱶⱶⱶⱶ ⱶⱶⱶⱶⱶ ⱶⱶⱶⱶ ⱶⱶ ⱶⱶⱶⱶⱶⱶⱶ ⱶⱶⱶ ⱶⱶⱶⱶⱶ ⱶⱶⱶⱶⱶⱶⱶ ⱶⱶⱶⱶ ⱶⱶ ⱶⱶⱶⱶⱶ ⱶⱶⱶⱶⱶⱶ ⱶⱶⱶ ⱶⱶⱶⱶ ⱶⱶⱶⱶⱶⱶⱶ ⱶⱶⱶⱶⱶ ⱶⱶ ⱶⱶⱶⱶ ⱶⱶⱶⱶⱶⱶ ⱶⱶⱶⱶ ⱶⱶⱶⱶⱶ ⱶⱶⱶⱶⱶⱶⱶ ⱶⱶ ⱶⱶⱶⱶ ⱶⱶⱶⱶⱶ ⱶⱶⱶⱶⱶⱶ ⱶⱶⱶ ⱶⱶⱶⱶⱶ ⱶⱶⱶⱶⱶⱶ ⱶⱶ ⱶⱶⱶⱶ ⱶⱶⱶⱶⱶⱶⱶ ⱶⱶⱶⱶⱶ ⱶⱶⱶⱶ ⱶⱶ ⱶⱶⱶⱶⱶⱶⱶ ⱶⱶⱶ ⱶⱶⱶⱶⱶ ⱶⱶⱶⱶⱶⱶⱶ ⱶⱶⱶⱶ ⱶⱶ ⱶⱶⱶⱶⱶ ⱶⱶⱶⱶⱶⱶ ⱶⱶⱶ ⱶⱶⱶⱶ ⱶⱶⱶⱶⱶⱶⱶ ⱶⱶⱶⱶⱶ ⱶⱶ ⱶⱶⱶⱶ ⱶⱶⱶⱶⱶⱶ. <box>178 29 328 102</box>
body-text: ⱶⱶⱶⱶⱶ ⱶⱶⱶⱶ ⱶⱶⱶⱶⱶⱶ ⱶⱶ ⱶⱶⱶⱶⱶ ⱶⱶⱶⱶⱶⱶ ⱶⱶⱶ ⱶⱶⱶⱶⱶⱶⱶ ⱶⱶ ⱶⱶⱶⱶ ⱶⱶⱶⱶⱶ ⱶⱶⱶⱶⱶⱶ ⱶⱶⱶⱶ ⱶⱶⱶ ⱶⱶⱶⱶⱶⱶ ⱶⱶ ⱶⱶⱶⱶⱶ ⱶⱶⱶⱶⱶⱶⱶ ⱶⱶⱶⱶ ⱶⱶⱶ ⱶⱶⱶⱶⱶ ⱶⱶⱶⱶⱶⱶ ⱶⱶ ⱶⱶⱶⱶⱶⱶ ⱶⱶⱶⱶ ⱶⱶⱶⱶⱶⱶⱶ ⱶⱶⱶ ⱶⱶⱶⱶ ⱶⱶⱶⱶⱶ ⱶⱶ ⱶⱶⱶⱶⱶⱶ ⱶⱶⱶⱶ ⱶⱶⱶⱶⱶⱶⱶ ⱶⱶⱶ ⱶⱶⱶⱶⱶ ⱶⱶⱶⱶⱶⱶ ⱶⱶ ⱶⱶⱶⱶ ⱶⱶⱶⱶⱶⱶⱶ ⱶⱶⱶⱶⱶ ⱶⱶⱶⱶ ⱶⱶ ⱶⱶⱶⱶⱶⱶⱶ ⱶⱶⱶ ⱶⱶⱶⱶⱶ ⱶⱶⱶⱶⱶⱶⱶ ⱶⱶⱶⱶ ⱶⱶ ⱶⱶⱶⱶⱶ ⱶⱶⱶⱶⱶⱶ ⱶⱶⱶ ⱶⱶⱶⱶ ⱶⱶⱶⱶⱶⱶⱶ ⱶⱶⱶⱶⱶ ⱶⱶ ⱶⱶⱶⱶ ⱶⱶⱶⱶⱶⱶ ⱶⱶⱶⱶ ⱶⱶⱶⱶⱶ ⱶⱶⱶⱶⱶⱶⱶ ⱶⱶ ⱶⱶⱶⱶ ⱶⱶⱶⱶⱶ. <box>20 130 170 166</box>
divider <box>356 210 466 211</box>
table-title: Aktienkurs aus den Zuckerfabriken. <box>360 340 462 347</box>
section-title: Letzte Nachrichten. <box>374 153 448 162</box>
body-text: ⱶⱶⱶⱶⱶⱶ ⱶⱶ ⱶⱶⱶⱶⱶ ⱶⱶⱶⱶⱶⱶⱶ ⱶⱶⱶ ⱶⱶⱶⱶ ⱶⱶⱶⱶⱶⱶ ⱶⱶⱶⱶⱶ ⱶⱶ ⱶⱶⱶⱶⱶⱶ ⱶⱶⱶⱶ ⱶⱶⱶⱶⱶⱶⱶ ⱶⱶⱶ ⱶⱶⱶⱶⱶ ⱶⱶⱶⱶⱶⱶ ⱶⱶ ⱶⱶⱶⱶ ⱶⱶⱶⱶⱶⱶⱶ ⱶⱶⱶⱶⱶ ⱶⱶⱶⱶ ⱶⱶ ⱶⱶⱶⱶⱶⱶⱶ ⱶⱶⱶ ⱶⱶⱶⱶⱶ ⱶⱶⱶⱶⱶⱶⱶ ⱶⱶⱶⱶ ⱶⱶ ⱶⱶⱶⱶⱶ ⱶⱶⱶⱶⱶⱶ ⱶⱶⱶ ⱶⱶⱶⱶ ⱶⱶⱶⱶⱶⱶⱶ ⱶⱶⱶⱶⱶ ⱶⱶ ⱶⱶⱶⱶ ⱶⱶⱶⱶⱶⱶ ⱶⱶⱶⱶ ⱶⱶⱶⱶⱶ ⱶⱶⱶⱶⱶⱶⱶ ⱶⱶ ⱶⱶⱶⱶ ⱶⱶⱶⱶⱶ ⱶⱶⱶⱶⱶⱶ ⱶⱶⱶ ⱶⱶⱶⱶⱶ ⱶⱶⱶⱶⱶⱶ ⱶⱶ ⱶⱶⱶⱶ ⱶⱶⱶⱶⱶⱶⱶ ⱶⱶⱶⱶⱶ ⱶⱶⱶⱶ ⱶⱶ ⱶⱶⱶⱶⱶⱶⱶ ⱶⱶⱶ ⱶⱶⱶⱶⱶ ⱶⱶⱶⱶⱶⱶⱶ ⱶⱶⱶⱶ ⱶⱶ ⱶⱶⱶⱶⱶ ⱶⱶⱶⱶⱶⱶ ⱶⱶⱶ ⱶⱶⱶⱶ ⱶⱶⱶⱶⱶⱶⱶ ⱶⱶⱶⱶⱶ ⱶⱶ ⱶⱶⱶⱶ ⱶⱶⱶⱶⱶⱶ ⱶⱶⱶⱶ ⱶⱶⱶⱶⱶ ⱶⱶⱶⱶⱶⱶⱶ ⱶⱶ ⱶⱶⱶⱶ ⱶⱶⱶⱶⱶ ⱶⱶⱶⱶⱶⱶ ⱶⱶⱶ ⱶⱶⱶⱶⱶ ⱶⱶⱶⱶⱶⱶ ⱶⱶ ⱶⱶⱶⱶ ⱶⱶⱶⱶⱶⱶⱶ ⱶⱶⱶⱶⱶ ⱶⱶⱶⱶ ⱶⱶ ⱶⱶⱶⱶⱶⱶⱶ ⱶⱶⱶ ⱶⱶⱶⱶⱶ ⱶⱶⱶⱶⱶⱶⱶ ⱶⱶⱶⱶ ⱶⱶ ⱶⱶⱶⱶⱶ ⱶⱶⱶⱶⱶⱶ ⱶⱶⱶ ⱶⱶⱶⱶ ⱶⱶⱶⱶⱶⱶⱶ ⱶⱶⱶⱶⱶ ⱶⱶ ⱶⱶⱶⱶ ⱶⱶⱶⱶⱶⱶ ⱶⱶⱶⱶ ⱶⱶⱶⱶⱶ ⱶⱶⱶⱶⱶⱶⱶ ⱶⱶ ⱶⱶⱶⱶ ⱶⱶⱶⱶⱶ. <box>336 349 486 404</box>
body-text: ⱶⱶⱶⱶⱶⱶ ⱶⱶ ⱶⱶⱶⱶⱶ ⱶⱶⱶⱶⱶⱶⱶ ⱶⱶⱶ ⱶⱶⱶⱶ ⱶⱶⱶⱶⱶⱶ ⱶⱶⱶⱶⱶ ⱶⱶ ⱶⱶⱶⱶⱶⱶ ⱶⱶⱶⱶ ⱶⱶⱶⱶⱶⱶⱶ ⱶⱶⱶ ⱶⱶⱶⱶⱶ ⱶⱶⱶⱶⱶⱶ ⱶⱶ ⱶⱶⱶⱶ ⱶⱶⱶⱶⱶⱶⱶ ⱶⱶⱶⱶⱶ ⱶⱶⱶⱶ ⱶⱶ ⱶⱶⱶⱶⱶⱶⱶ ⱶⱶⱶ ⱶⱶⱶⱶⱶ ⱶⱶⱶⱶⱶⱶⱶ ⱶⱶⱶⱶ. <box>340 34 482 52</box>
column-rule <box>173 29 174 729</box>
body-text: ⱶⱶⱶⱶⱶⱶ ⱶⱶⱶ ⱶⱶⱶⱶⱶⱶ ⱶⱶ ⱶⱶⱶⱶⱶ ⱶⱶⱶⱶⱶⱶⱶ ⱶⱶⱶⱶ ⱶⱶ ⱶⱶⱶⱶⱶ ⱶⱶⱶⱶⱶⱶ ⱶⱶⱶ ⱶⱶⱶⱶ ⱶⱶⱶⱶⱶⱶⱶ ⱶⱶⱶⱶⱶ ⱶⱶ ⱶⱶⱶⱶ ⱶⱶⱶⱶⱶⱶ ⱶⱶⱶⱶ ⱶⱶⱶⱶⱶ ⱶⱶⱶⱶⱶⱶⱶ ⱶⱶ ⱶⱶⱶⱶ ⱶⱶⱶⱶⱶ ⱶⱶⱶⱶⱶⱶ ⱶⱶⱶ ⱶⱶⱶⱶⱶ ⱶⱶⱶⱶⱶⱶ ⱶⱶ ⱶⱶⱶⱶ ⱶⱶⱶⱶⱶⱶⱶ ⱶⱶⱶⱶⱶ ⱶⱶⱶⱶ ⱶⱶ ⱶⱶⱶⱶⱶⱶⱶ ⱶⱶⱶ ⱶⱶⱶⱶⱶ ⱶⱶⱶⱶⱶⱶⱶ ⱶⱶⱶⱶ ⱶⱶ ⱶⱶⱶⱶⱶ ⱶⱶⱶⱶⱶⱶ ⱶⱶⱶ ⱶⱶⱶⱶ ⱶⱶⱶⱶⱶⱶⱶ ⱶⱶⱶⱶⱶ ⱶⱶ ⱶⱶⱶⱶ ⱶⱶⱶⱶⱶⱶ ⱶⱶⱶⱶ ⱶⱶⱶⱶⱶ ⱶⱶⱶⱶⱶⱶⱶ ⱶⱶ ⱶⱶⱶⱶ ⱶⱶⱶⱶⱶ ⱶⱶⱶⱶⱶⱶ ⱶⱶⱶ ⱶⱶⱶⱶⱶ ⱶⱶⱶⱶⱶⱶ ⱶⱶ ⱶⱶⱶⱶ ⱶⱶⱶⱶⱶⱶⱶ ⱶⱶⱶⱶⱶ ⱶⱶⱶⱶ ⱶⱶ ⱶⱶⱶⱶⱶⱶⱶ ⱶⱶⱶ ⱶⱶⱶⱶⱶ ⱶⱶⱶⱶⱶⱶⱶ ⱶⱶⱶⱶ ⱶⱶ ⱶⱶⱶⱶⱶ ⱶⱶⱶⱶⱶⱶ ⱶⱶⱶ ⱶⱶⱶⱶ ⱶⱶⱶⱶⱶⱶⱶ ⱶⱶⱶⱶⱶ ⱶⱶ ⱶⱶⱶⱶ ⱶⱶⱶⱶⱶⱶ ⱶⱶⱶⱶ ⱶⱶⱶⱶⱶ ⱶⱶⱶⱶⱶⱶⱶ ⱶⱶ ⱶⱶⱶⱶ ⱶⱶⱶⱶⱶ ⱶⱶⱶⱶⱶⱶ ⱶⱶⱶ ⱶⱶⱶⱶⱶ ⱶⱶⱶⱶⱶⱶ ⱶⱶ ⱶⱶⱶⱶ ⱶⱶⱶⱶⱶⱶⱶ ⱶⱶⱶⱶⱶ ⱶⱶⱶⱶ ⱶⱶ ⱶⱶⱶⱶⱶⱶⱶ ⱶⱶⱶ ⱶⱶⱶⱶⱶ ⱶⱶⱶⱶⱶⱶⱶ ⱶⱶⱶⱶ ⱶⱶ ⱶⱶⱶⱶⱶ ⱶⱶⱶⱶⱶⱶ ⱶⱶⱶ ⱶⱶⱶⱶ ⱶⱶⱶⱶⱶⱶⱶ ⱶⱶⱶⱶⱶ ⱶⱶ ⱶⱶⱶⱶ ⱶⱶⱶⱶⱶⱶ. <box>336 226 486 286</box>
section-title: Russisches. <box>231 137 275 146</box>
